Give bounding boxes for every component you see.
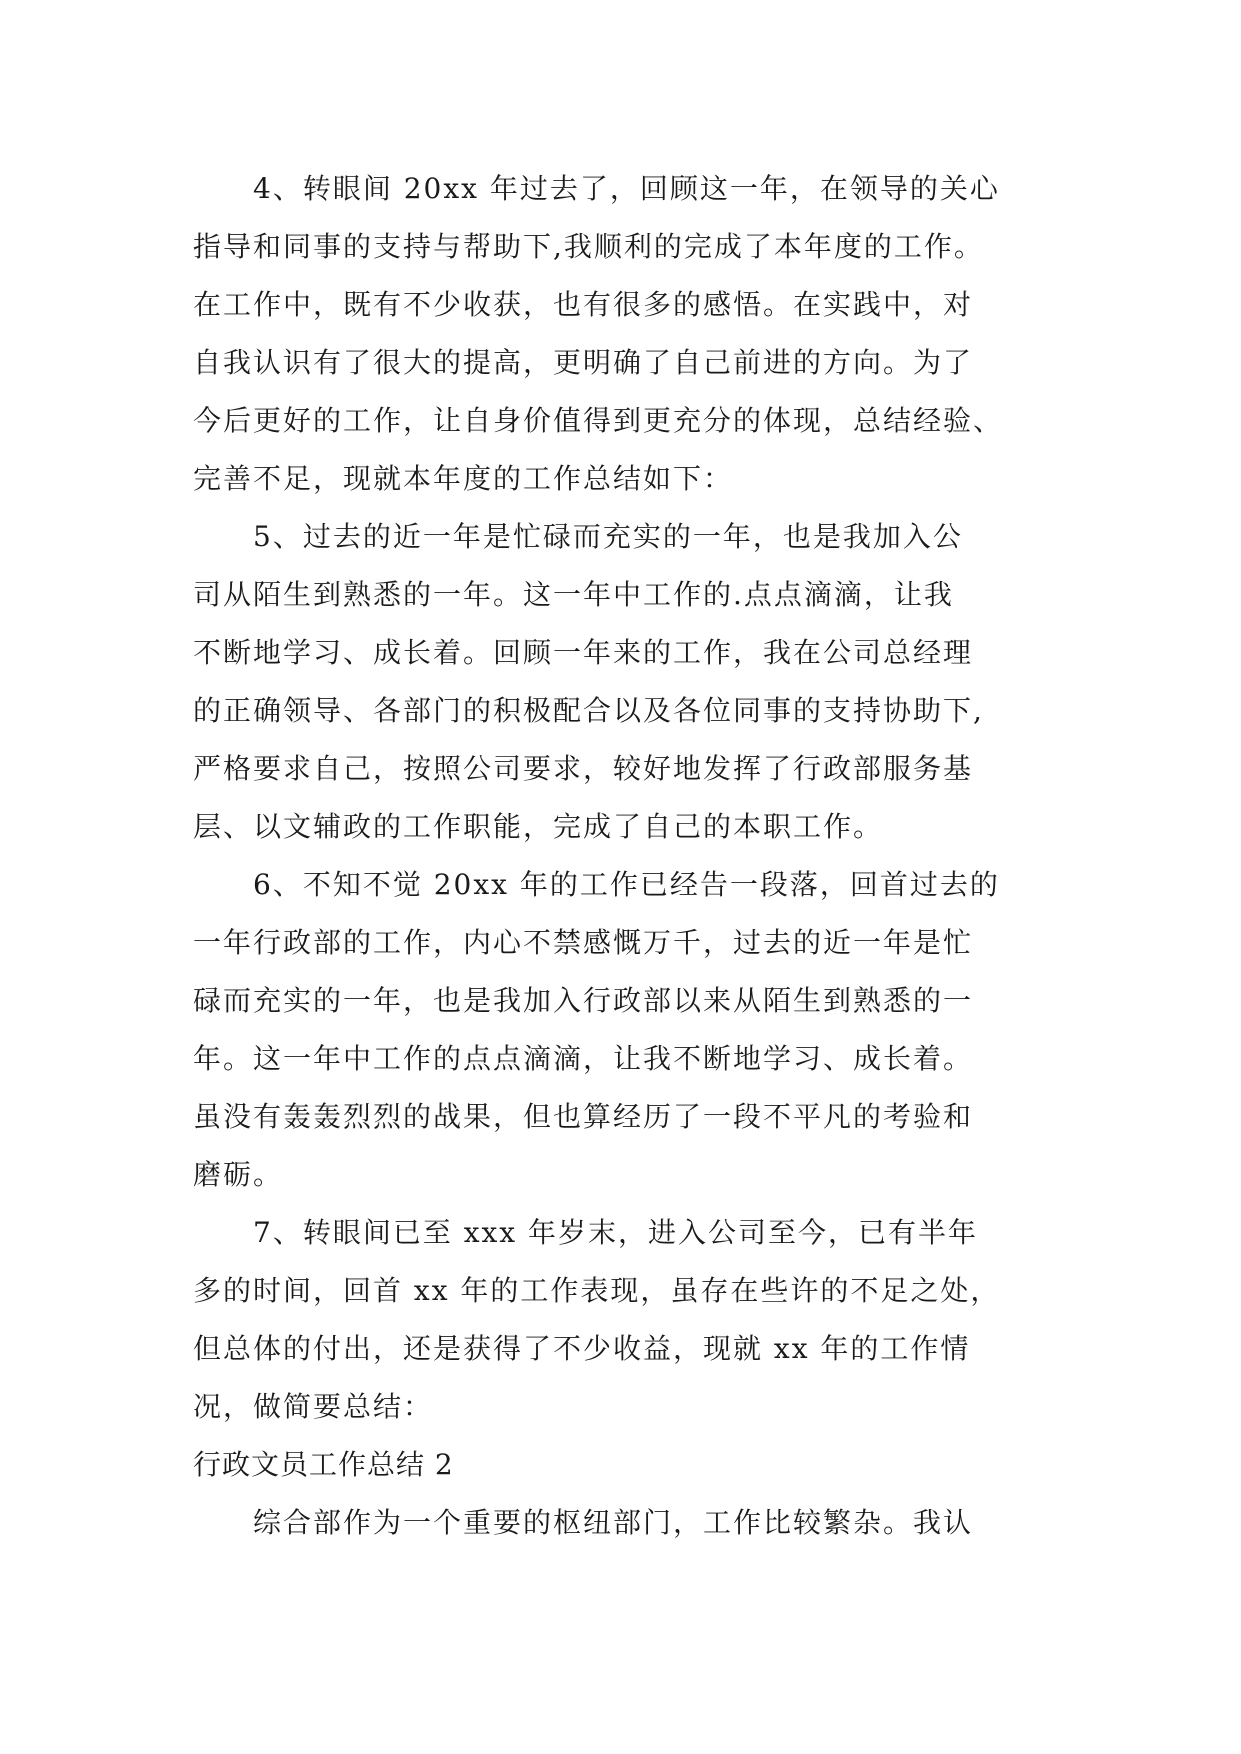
text-line: 虽没有轰轰烈烈的战果，但也算经历了一段不平凡的考验和 — [193, 1100, 974, 1133]
paragraph-section-2 — [193, 1494, 1073, 1552]
text-line: 多的时间，回首 xx 年的工作表现，虽存在些许的不足之处， — [193, 1274, 1001, 1307]
text-line: 磨砺。 — [193, 1158, 284, 1191]
text-line: 碌而充实的一年，也是我加入行政部以来从陌生到熟悉的一 — [193, 984, 974, 1017]
text-line: 自我认识有了很大的提高，更明确了自己前进的方向。为了 — [193, 346, 974, 379]
text-line: 4、转眼间 20xx 年过去了，回顾这一年，在领导的关心 — [253, 172, 1000, 205]
section-heading: 行政文员工作总结 2 — [193, 1448, 454, 1481]
paragraph-7 — [193, 1204, 1073, 1436]
paragraph-6 — [193, 856, 1073, 1204]
text-line: 今后更好的工作，让自身价值得到更充分的体现，总结经验、 — [193, 404, 1004, 437]
text-line: 在工作中，既有不少收获，也有很多的感悟。在实践中，对 — [193, 288, 974, 321]
text-line: 的正确领导、各部门的积极配合以及各位同事的支持协助下, — [193, 694, 984, 727]
paragraph-5 — [193, 508, 1073, 856]
paragraph-4 — [193, 160, 1073, 508]
text-line: 但总体的付出，还是获得了不少收益，现就 xx 年的工作情 — [193, 1332, 971, 1365]
text-line: 指导和同事的支持与帮助下,我顺利的完成了本年度的工作。 — [193, 230, 984, 263]
text-line: 严格要求自己，按照公司要求，较好地发挥了行政部服务基 — [193, 752, 974, 785]
text-line: 一年行政部的工作，内心不禁感慨万千，过去的近一年是忙 — [193, 926, 974, 959]
text-line: 7、转眼间已至 xxx 年岁末，进入公司至今，已有半年 — [253, 1216, 978, 1249]
document-body — [193, 160, 1073, 1552]
text-line: 层、以文辅政的工作职能，完成了自己的本职工作。 — [193, 810, 884, 843]
text-line: 6、不知不觉 20xx 年的工作已经告一段落，回首过去的 — [253, 868, 1000, 901]
text-line: 不断地学习、成长着。回顾一年来的工作，我在公司总经理 — [193, 636, 974, 669]
text-line: 年。这一年中工作的点点滴滴，让我不断地学习、成长着。 — [193, 1042, 974, 1075]
text-line: 况，做简要总结： — [193, 1390, 434, 1423]
text-line: 5、过去的近一年是忙碌而充实的一年，也是我加入公 — [253, 520, 963, 553]
text-line: 司从陌生到熟悉的一年。这一年中工作的.点点滴滴，让我 — [193, 578, 954, 611]
text-line: 综合部作为一个重要的枢纽部门，工作比较繁杂。我认 — [253, 1506, 974, 1539]
text-line: 完善不足，现就本年度的工作总结如下： — [193, 462, 734, 495]
